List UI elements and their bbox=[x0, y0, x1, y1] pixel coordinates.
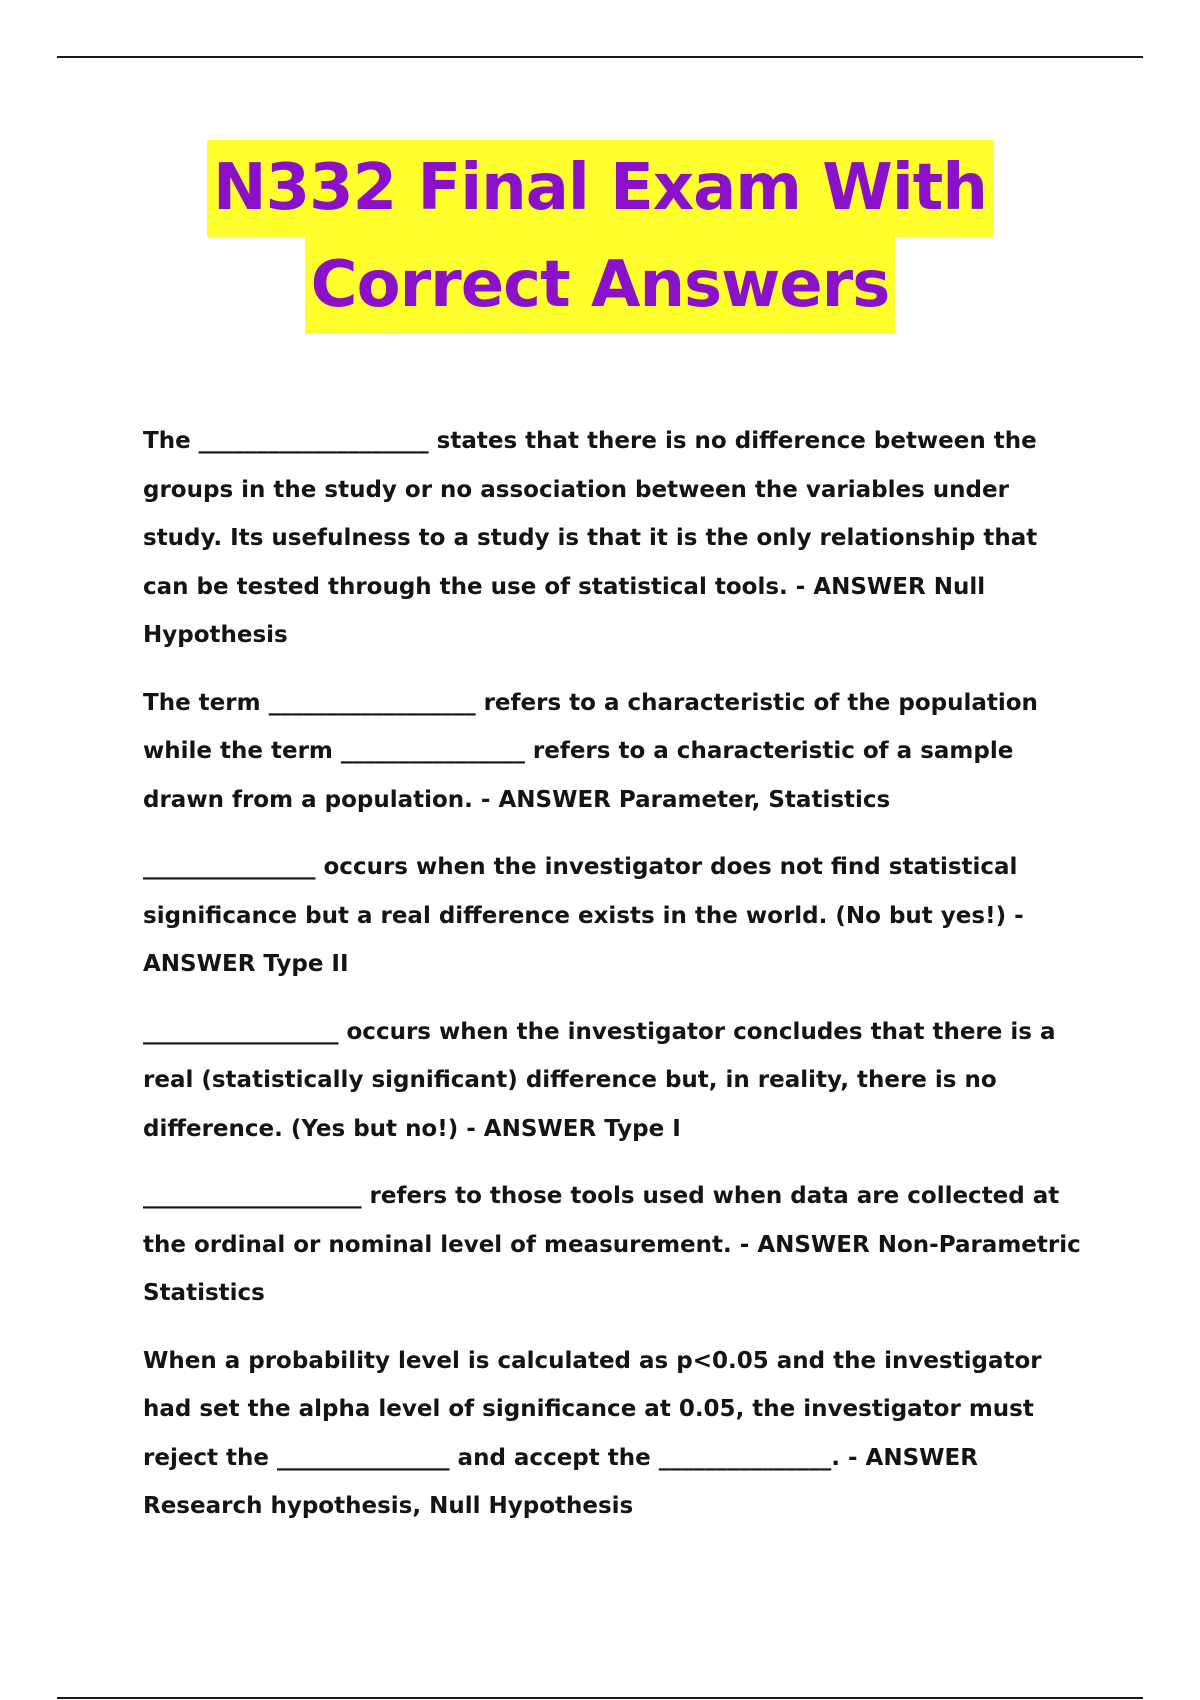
question-item: When a probability level is calculated as p<0.05 and the investigator had set the alpha level of significance at 0.05, the investigator must reject the _______________ and accept the _______________. - ANSWER Research hypothesis, Null Hypothesis bbox=[143, 1347, 1042, 1519]
question-item: _________________ occurs when the investigator concludes that there is a real (statistically significant) difference but, in reality, there is no difference. (Yes but no!) - ANSWER Type I bbox=[143, 1018, 1056, 1142]
question-item: The term __________________ refers to a characteristic of the population while the term ________________ refers to a characteristic of a sample drawn from a population. - ANSWER Parameter, Statistics bbox=[143, 689, 1038, 813]
title-line-1: N332 Final Exam With bbox=[207, 140, 993, 237]
title-line-2: Correct Answers bbox=[305, 237, 896, 334]
bottom-rule bbox=[57, 1697, 1143, 1699]
question-item: ___________________ refers to those tools used when data are collected at the ordinal or nominal level of measurement. - ANSWER Non-Parametric Statistics bbox=[143, 1183, 1081, 1306]
question-item: _______________ occurs when the investigator does not find statistical significance but a real difference exists in the world. (No but yes!) - ANSWER Type II bbox=[143, 854, 1024, 977]
question-list bbox=[143, 417, 1083, 1550]
question-item: The ____________________ states that there is no difference between the groups in the study or no association between the variables under study. Its usefulness to a study is that it is the only relationship that can be tested through the use of statistical tools. - ANSWER Null Hypothesis bbox=[143, 428, 1038, 648]
top-rule bbox=[57, 56, 1143, 58]
document-title bbox=[0, 140, 1200, 334]
